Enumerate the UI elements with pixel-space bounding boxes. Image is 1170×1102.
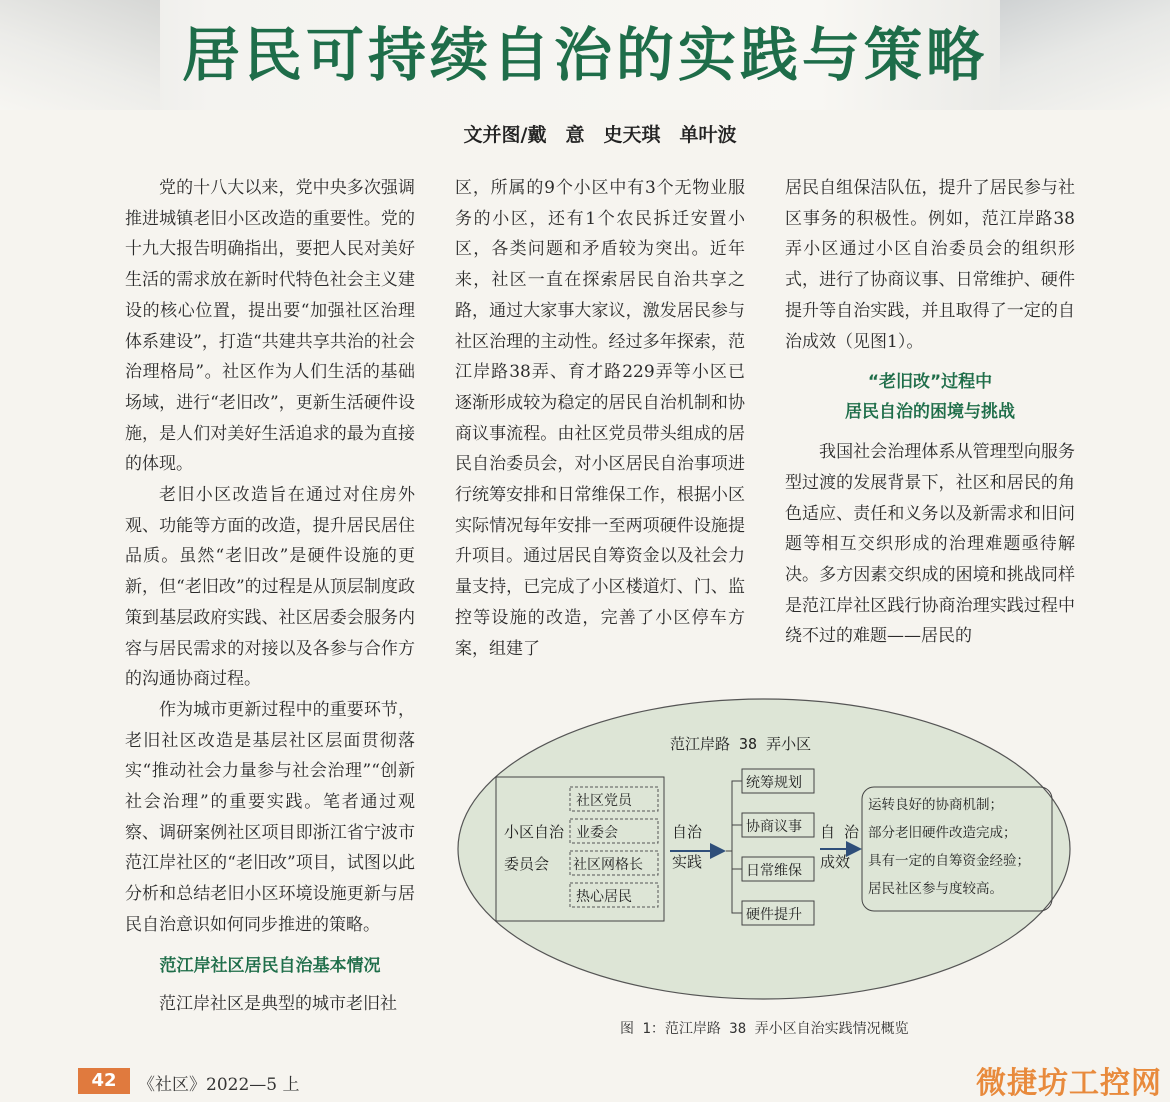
paragraph: 老旧小区改造旨在通过对住房外观、功能等方面的改造，提升居民居住品质。虽然“老旧改”是硬件设施的更新，但“老旧改”的过程是从顶层制度政策到基层政府实践、社区居委会服务内容与居民需求的对接以及各参与合作方的沟通协商过程。	[125, 485, 415, 690]
result-item: 运转良好的协商机制；	[868, 797, 1003, 813]
paragraph: 居民自组保洁队伍，提升了居民参与社区事务的积极性。例如，范江岸路38弄小区通过小区自治委员会的组织形式，进行了协商议事、日常维护、硬件提升等自治实践，并且取得了一定的自治成效（见图1）。	[785, 178, 1075, 352]
committee-label-1: 小区自治	[504, 823, 565, 841]
practice-label-2: 实践	[672, 853, 703, 871]
header-photo-left	[0, 0, 160, 110]
member-label: 业委会	[576, 825, 618, 841]
paragraph: 我国社会治理体系从管理型向服务型过渡的发展背景下，社区和居民的角色适应、责任和义务以及新需求和旧问题等相互交织形成的治理难题亟待解决。多方因素交织成的困境和挑战同样是范江岸社区践行协商治理实践过程中绕不过的难题——居民的	[785, 442, 1075, 647]
article-title: 居民可持续自治的实践与策略	[181, 21, 988, 89]
result-item: 居民社区参与度较高。	[868, 881, 1003, 897]
section-heading-line-2: 居民自治的困境与挑战	[845, 402, 1015, 423]
paragraph: 党的十八大以来，党中央多次强调推进城镇老旧小区改造的重要性。党的十九大报告明确指出，要把人民对美好生活的需求放在新时代特色社会主义建设的核心位置，提出要“加强社区治理体系建设”，打造“共建共享共治的社会治理格局”。社区作为人们生活的基础场域，进行“老旧改”，更新生活硬件设施，是人们对美好生活追求的最为直接的体现。	[125, 178, 415, 475]
section-heading: 范江岸社区居民自治基本情况	[159, 955, 381, 976]
practice-label-1: 自治	[672, 823, 703, 841]
paragraph: 范江岸社区是典型的城市老旧社	[159, 993, 397, 1014]
paragraph: 作为城市更新过程中的重要环节，老旧社区改造是基层社区层面贯彻落实“推动社会力量参与社会治理”“创新社会治理”的重要实践。笔者通过观察、调研案例社区项目即浙江省宁波市范江岸社区的“老旧改”项目，试图以此分析和总结老旧小区环境设施更新与居民自治意识如何同步推进的策略。	[125, 699, 415, 935]
paragraph: 区，所属的9个小区中有3个无物业服务的小区，还有1个农民拆迁安置小区，各类问题和矛盾较为突出。近年来，社区一直在探索居民自治共享之路，通过大家事大家议，激发居民参与社区治理的主动性。经过多年探索，范江岸路38弄、育才路229弄等小区已逐渐形成较为稳定的居民自治机制和协商议事流程。由社区党员带头组成的居民自治委员会，对小区居民自治事项进行统筹安排和日常维保工作，根据小区实际情况每年安排一至两项硬件设施提升项目。通过居民自筹资金以及社会力量支持，已完成了小区楼道灯、门、监控等设施的改造，完善了小区停车方案，组建了	[455, 178, 745, 659]
section-heading	[785, 367, 1075, 427]
watermark: 微捷坊工控网	[976, 1066, 1162, 1101]
action-label: 协商议事	[746, 819, 802, 835]
member-label: 社区党员	[576, 793, 632, 809]
action-label: 硬件提升	[746, 907, 802, 923]
text-column-3	[785, 173, 1075, 652]
figure-caption: 图 1：范江岸路 38 弄小区自治实践情况概览	[620, 1021, 909, 1037]
member-label: 热心居民	[576, 889, 632, 905]
section-heading-line-1: “老旧改”过程中	[867, 372, 993, 393]
text-column-1	[125, 173, 415, 1019]
page-number: 42	[91, 1070, 117, 1091]
result-item: 部分老旧硬件改造完成；	[868, 825, 1017, 841]
result-item: 具有一定的自筹资金经验；	[868, 853, 1030, 869]
committee-label-2: 委员会	[504, 855, 550, 873]
journal-info: 《社区》2022—5 上	[138, 1075, 300, 1095]
header-photo-right	[1000, 0, 1170, 110]
figure-title: 范江岸路 38 弄小区	[670, 735, 812, 753]
action-label: 日常维保	[746, 863, 802, 879]
action-label: 统筹规划	[746, 775, 802, 791]
member-label: 社区网格长	[573, 857, 643, 873]
text-column-2	[455, 173, 745, 664]
results-label-2: 成效	[820, 853, 851, 871]
figure-1-diagram	[456, 697, 1072, 1001]
results-label-1: 自 治	[820, 823, 860, 841]
byline: 文并图/戴 意 史天琪 单叶波	[463, 124, 737, 146]
